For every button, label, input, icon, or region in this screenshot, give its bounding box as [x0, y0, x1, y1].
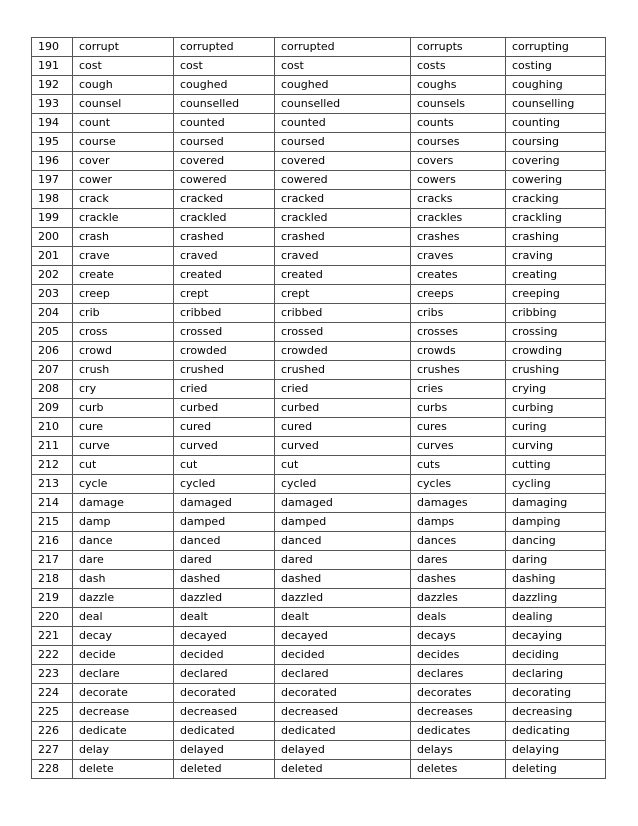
present-participle-cell: damping [506, 513, 606, 532]
past-participle-cell: crept [275, 285, 411, 304]
table-row [32, 608, 606, 627]
past-simple-cell: crowded [174, 342, 275, 361]
base-form-cell: crack [73, 190, 174, 209]
table-row [32, 323, 606, 342]
base-form-cell: decide [73, 646, 174, 665]
base-form-cell: deal [73, 608, 174, 627]
row-number-cell: 198 [32, 190, 73, 209]
present-participle-cell: decorating [506, 684, 606, 703]
past-participle-cell: dazzled [275, 589, 411, 608]
third-person-cell: cycles [411, 475, 506, 494]
present-participle-cell: craving [506, 247, 606, 266]
past-simple-cell: delayed [174, 741, 275, 760]
base-form-cell: dance [73, 532, 174, 551]
table-row [32, 532, 606, 551]
past-participle-cell: dedicated [275, 722, 411, 741]
base-form-cell: crackle [73, 209, 174, 228]
base-form-cell: decrease [73, 703, 174, 722]
past-simple-cell: cribbed [174, 304, 275, 323]
third-person-cell: crushes [411, 361, 506, 380]
past-participle-cell: cost [275, 57, 411, 76]
table-row [32, 760, 606, 779]
verb-forms-table [31, 37, 606, 779]
third-person-cell: courses [411, 133, 506, 152]
table-row [32, 684, 606, 703]
base-form-cell: cut [73, 456, 174, 475]
past-participle-cell: cut [275, 456, 411, 475]
past-simple-cell: decorated [174, 684, 275, 703]
base-form-cell: cost [73, 57, 174, 76]
past-participle-cell: decorated [275, 684, 411, 703]
past-simple-cell: dealt [174, 608, 275, 627]
base-form-cell: dazzle [73, 589, 174, 608]
base-form-cell: creep [73, 285, 174, 304]
row-number-cell: 209 [32, 399, 73, 418]
past-participle-cell: cowered [275, 171, 411, 190]
row-number-cell: 228 [32, 760, 73, 779]
third-person-cell: cribs [411, 304, 506, 323]
row-number-cell: 220 [32, 608, 73, 627]
present-participle-cell: dashing [506, 570, 606, 589]
past-simple-cell: cost [174, 57, 275, 76]
row-number-cell: 208 [32, 380, 73, 399]
past-participle-cell: coughed [275, 76, 411, 95]
row-number-cell: 221 [32, 627, 73, 646]
past-simple-cell: counted [174, 114, 275, 133]
past-participle-cell: cracked [275, 190, 411, 209]
present-participle-cell: cribbing [506, 304, 606, 323]
row-number-cell: 205 [32, 323, 73, 342]
present-participle-cell: dealing [506, 608, 606, 627]
row-number-cell: 216 [32, 532, 73, 551]
base-form-cell: cross [73, 323, 174, 342]
table-row [32, 646, 606, 665]
table-row [32, 304, 606, 323]
third-person-cell: crowds [411, 342, 506, 361]
past-simple-cell: dashed [174, 570, 275, 589]
past-participle-cell: dashed [275, 570, 411, 589]
row-number-cell: 210 [32, 418, 73, 437]
table-row [32, 361, 606, 380]
row-number-cell: 192 [32, 76, 73, 95]
present-participle-cell: creeping [506, 285, 606, 304]
third-person-cell: crosses [411, 323, 506, 342]
table-row [32, 380, 606, 399]
past-participle-cell: coursed [275, 133, 411, 152]
row-number-cell: 196 [32, 152, 73, 171]
past-participle-cell: cured [275, 418, 411, 437]
present-participle-cell: cowering [506, 171, 606, 190]
past-simple-cell: danced [174, 532, 275, 551]
past-simple-cell: curbed [174, 399, 275, 418]
base-form-cell: count [73, 114, 174, 133]
third-person-cell: cracks [411, 190, 506, 209]
third-person-cell: costs [411, 57, 506, 76]
row-number-cell: 222 [32, 646, 73, 665]
table-row [32, 513, 606, 532]
present-participle-cell: declaring [506, 665, 606, 684]
base-form-cell: cry [73, 380, 174, 399]
past-participle-cell: curved [275, 437, 411, 456]
third-person-cell: decides [411, 646, 506, 665]
present-participle-cell: coughing [506, 76, 606, 95]
past-participle-cell: decided [275, 646, 411, 665]
past-simple-cell: damped [174, 513, 275, 532]
past-simple-cell: cried [174, 380, 275, 399]
past-participle-cell: cribbed [275, 304, 411, 323]
present-participle-cell: curving [506, 437, 606, 456]
past-participle-cell: dealt [275, 608, 411, 627]
past-simple-cell: counselled [174, 95, 275, 114]
base-form-cell: decorate [73, 684, 174, 703]
past-simple-cell: cut [174, 456, 275, 475]
table-row [32, 665, 606, 684]
table-row [32, 494, 606, 513]
third-person-cell: decreases [411, 703, 506, 722]
row-number-cell: 190 [32, 38, 73, 57]
table-row [32, 209, 606, 228]
present-participle-cell: dancing [506, 532, 606, 551]
base-form-cell: dare [73, 551, 174, 570]
present-participle-cell: daring [506, 551, 606, 570]
third-person-cell: creeps [411, 285, 506, 304]
row-number-cell: 199 [32, 209, 73, 228]
base-form-cell: cycle [73, 475, 174, 494]
present-participle-cell: coursing [506, 133, 606, 152]
row-number-cell: 197 [32, 171, 73, 190]
present-participle-cell: decaying [506, 627, 606, 646]
third-person-cell: curbs [411, 399, 506, 418]
past-simple-cell: coughed [174, 76, 275, 95]
third-person-cell: cowers [411, 171, 506, 190]
table-row [32, 418, 606, 437]
present-participle-cell: crackling [506, 209, 606, 228]
third-person-cell: counts [411, 114, 506, 133]
row-number-cell: 212 [32, 456, 73, 475]
past-simple-cell: dedicated [174, 722, 275, 741]
row-number-cell: 203 [32, 285, 73, 304]
past-simple-cell: crushed [174, 361, 275, 380]
row-number-cell: 219 [32, 589, 73, 608]
table-row [32, 152, 606, 171]
base-form-cell: curb [73, 399, 174, 418]
past-simple-cell: decided [174, 646, 275, 665]
past-participle-cell: crackled [275, 209, 411, 228]
past-simple-cell: cowered [174, 171, 275, 190]
past-participle-cell: delayed [275, 741, 411, 760]
table-row [32, 703, 606, 722]
base-form-cell: dedicate [73, 722, 174, 741]
row-number-cell: 224 [32, 684, 73, 703]
row-number-cell: 226 [32, 722, 73, 741]
past-participle-cell: craved [275, 247, 411, 266]
present-participle-cell: crowding [506, 342, 606, 361]
past-participle-cell: crushed [275, 361, 411, 380]
past-simple-cell: dazzled [174, 589, 275, 608]
table-row [32, 741, 606, 760]
past-participle-cell: dared [275, 551, 411, 570]
base-form-cell: counsel [73, 95, 174, 114]
present-participle-cell: dedicating [506, 722, 606, 741]
third-person-cell: cuts [411, 456, 506, 475]
present-participle-cell: damaging [506, 494, 606, 513]
base-form-cell: crib [73, 304, 174, 323]
table-row [32, 570, 606, 589]
base-form-cell: course [73, 133, 174, 152]
third-person-cell: curves [411, 437, 506, 456]
past-simple-cell: crossed [174, 323, 275, 342]
past-participle-cell: created [275, 266, 411, 285]
past-simple-cell: crackled [174, 209, 275, 228]
past-participle-cell: decreased [275, 703, 411, 722]
present-participle-cell: costing [506, 57, 606, 76]
past-simple-cell: craved [174, 247, 275, 266]
past-simple-cell: decayed [174, 627, 275, 646]
base-form-cell: cower [73, 171, 174, 190]
base-form-cell: damage [73, 494, 174, 513]
base-form-cell: dash [73, 570, 174, 589]
past-participle-cell: crashed [275, 228, 411, 247]
past-participle-cell: corrupted [275, 38, 411, 57]
present-participle-cell: delaying [506, 741, 606, 760]
past-simple-cell: corrupted [174, 38, 275, 57]
present-participle-cell: covering [506, 152, 606, 171]
table-row [32, 38, 606, 57]
third-person-cell: dances [411, 532, 506, 551]
past-participle-cell: curbed [275, 399, 411, 418]
verb-table-body [32, 38, 606, 779]
past-participle-cell: cried [275, 380, 411, 399]
table-row [32, 342, 606, 361]
base-form-cell: cough [73, 76, 174, 95]
third-person-cell: deletes [411, 760, 506, 779]
past-participle-cell: covered [275, 152, 411, 171]
table-row [32, 627, 606, 646]
past-participle-cell: counted [275, 114, 411, 133]
base-form-cell: crash [73, 228, 174, 247]
table-row [32, 399, 606, 418]
third-person-cell: corrupts [411, 38, 506, 57]
base-form-cell: cover [73, 152, 174, 171]
past-simple-cell: damaged [174, 494, 275, 513]
third-person-cell: damps [411, 513, 506, 532]
row-number-cell: 223 [32, 665, 73, 684]
row-number-cell: 193 [32, 95, 73, 114]
present-participle-cell: crossing [506, 323, 606, 342]
row-number-cell: 218 [32, 570, 73, 589]
third-person-cell: craves [411, 247, 506, 266]
base-form-cell: create [73, 266, 174, 285]
third-person-cell: declares [411, 665, 506, 684]
third-person-cell: counsels [411, 95, 506, 114]
present-participle-cell: counselling [506, 95, 606, 114]
table-row [32, 722, 606, 741]
row-number-cell: 206 [32, 342, 73, 361]
past-participle-cell: danced [275, 532, 411, 551]
past-simple-cell: crept [174, 285, 275, 304]
base-form-cell: crowd [73, 342, 174, 361]
row-number-cell: 215 [32, 513, 73, 532]
row-number-cell: 211 [32, 437, 73, 456]
base-form-cell: delete [73, 760, 174, 779]
third-person-cell: cures [411, 418, 506, 437]
past-simple-cell: dared [174, 551, 275, 570]
row-number-cell: 214 [32, 494, 73, 513]
past-participle-cell: crossed [275, 323, 411, 342]
base-form-cell: curve [73, 437, 174, 456]
past-participle-cell: decayed [275, 627, 411, 646]
table-row [32, 228, 606, 247]
past-simple-cell: decreased [174, 703, 275, 722]
present-participle-cell: curing [506, 418, 606, 437]
third-person-cell: covers [411, 152, 506, 171]
row-number-cell: 204 [32, 304, 73, 323]
base-form-cell: cure [73, 418, 174, 437]
table-row [32, 114, 606, 133]
past-simple-cell: created [174, 266, 275, 285]
row-number-cell: 194 [32, 114, 73, 133]
past-participle-cell: counselled [275, 95, 411, 114]
third-person-cell: dares [411, 551, 506, 570]
third-person-cell: decorates [411, 684, 506, 703]
third-person-cell: deals [411, 608, 506, 627]
table-row [32, 190, 606, 209]
third-person-cell: crashes [411, 228, 506, 247]
present-participle-cell: counting [506, 114, 606, 133]
row-number-cell: 195 [32, 133, 73, 152]
table-row [32, 475, 606, 494]
table-row [32, 76, 606, 95]
present-participle-cell: crushing [506, 361, 606, 380]
table-row [32, 551, 606, 570]
base-form-cell: decay [73, 627, 174, 646]
past-participle-cell: damped [275, 513, 411, 532]
table-row [32, 266, 606, 285]
present-participle-cell: corrupting [506, 38, 606, 57]
row-number-cell: 207 [32, 361, 73, 380]
table-row [32, 247, 606, 266]
past-simple-cell: covered [174, 152, 275, 171]
present-participle-cell: curbing [506, 399, 606, 418]
base-form-cell: damp [73, 513, 174, 532]
past-participle-cell: declared [275, 665, 411, 684]
table-row [32, 285, 606, 304]
table-row [32, 57, 606, 76]
row-number-cell: 227 [32, 741, 73, 760]
table-row [32, 133, 606, 152]
third-person-cell: decays [411, 627, 506, 646]
past-participle-cell: crowded [275, 342, 411, 361]
table-row [32, 95, 606, 114]
table-row [32, 589, 606, 608]
third-person-cell: dazzles [411, 589, 506, 608]
present-participle-cell: crying [506, 380, 606, 399]
base-form-cell: crush [73, 361, 174, 380]
table-row [32, 456, 606, 475]
present-participle-cell: decreasing [506, 703, 606, 722]
past-participle-cell: deleted [275, 760, 411, 779]
past-simple-cell: curved [174, 437, 275, 456]
past-participle-cell: damaged [275, 494, 411, 513]
base-form-cell: declare [73, 665, 174, 684]
present-participle-cell: cycling [506, 475, 606, 494]
past-simple-cell: coursed [174, 133, 275, 152]
row-number-cell: 191 [32, 57, 73, 76]
past-participle-cell: cycled [275, 475, 411, 494]
row-number-cell: 202 [32, 266, 73, 285]
base-form-cell: corrupt [73, 38, 174, 57]
row-number-cell: 217 [32, 551, 73, 570]
row-number-cell: 213 [32, 475, 73, 494]
third-person-cell: dashes [411, 570, 506, 589]
row-number-cell: 225 [32, 703, 73, 722]
third-person-cell: damages [411, 494, 506, 513]
third-person-cell: crackles [411, 209, 506, 228]
past-simple-cell: declared [174, 665, 275, 684]
third-person-cell: coughs [411, 76, 506, 95]
present-participle-cell: deciding [506, 646, 606, 665]
present-participle-cell: creating [506, 266, 606, 285]
past-simple-cell: crashed [174, 228, 275, 247]
table-row [32, 437, 606, 456]
row-number-cell: 200 [32, 228, 73, 247]
present-participle-cell: deleting [506, 760, 606, 779]
present-participle-cell: cutting [506, 456, 606, 475]
row-number-cell: 201 [32, 247, 73, 266]
past-simple-cell: deleted [174, 760, 275, 779]
base-form-cell: delay [73, 741, 174, 760]
present-participle-cell: dazzling [506, 589, 606, 608]
present-participle-cell: crashing [506, 228, 606, 247]
present-participle-cell: cracking [506, 190, 606, 209]
third-person-cell: delays [411, 741, 506, 760]
third-person-cell: cries [411, 380, 506, 399]
past-simple-cell: cycled [174, 475, 275, 494]
table-row [32, 171, 606, 190]
past-simple-cell: cracked [174, 190, 275, 209]
third-person-cell: creates [411, 266, 506, 285]
base-form-cell: crave [73, 247, 174, 266]
third-person-cell: dedicates [411, 722, 506, 741]
past-simple-cell: cured [174, 418, 275, 437]
